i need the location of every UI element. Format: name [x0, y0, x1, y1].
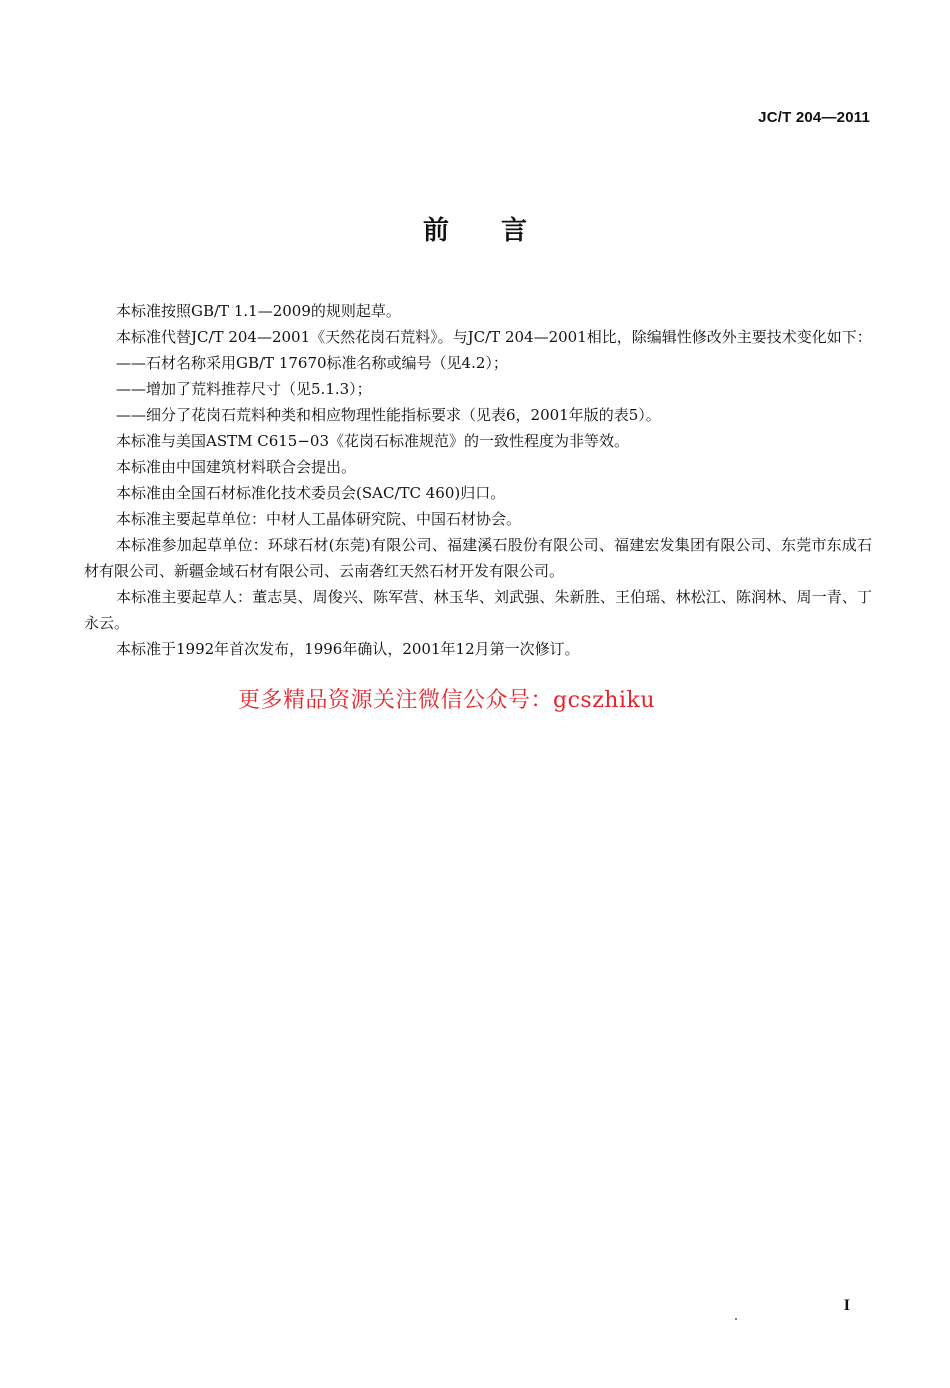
standard-code: JC/T 204—2011: [758, 109, 870, 126]
page-title: 前言: [422, 216, 579, 246]
list-item: ——石材名称采用GB/T 17670标准名称或编号（见4.2）；: [116, 354, 508, 372]
paragraph: 本标准代替JC/T 204—2001《天然花岗石荒料》。与JC/T 204—2001相比，除编辑性修改外主要技术变化如下：: [116, 328, 872, 346]
paragraph: 本标准按照GB/T 1.1—2009的规则起草。: [116, 302, 401, 320]
paragraph: 本标准主要起草人：董志昊、周俊兴、陈军营、林玉华、刘武强、朱新胜、王伯瑶、林松江、陈润林、周一青、丁永云。: [84, 588, 872, 632]
paragraph: 本标准于1992年首次发布，1996年确认，2001年12月第一次修订。: [116, 640, 580, 658]
page-number: I: [843, 1297, 850, 1314]
paragraph: 本标准与美国ASTM C615−03《花岗石标准规范》的一致性程度为非等效。: [116, 432, 630, 450]
paragraph: 本标准参加起草单位：环球石材(东莞)有限公司、福建溪石股份有限公司、福建宏发集团有限公司、东莞市东成石材有限公司、新疆金域石材有限公司、云南砻红天然石材开发有限公司。: [84, 536, 872, 580]
paragraph: 本标准主要起草单位：中材人工晶体研究院、中国石材协会。: [116, 510, 522, 528]
foreword-body: [84, 298, 872, 662]
list-item: ——细分了花岗石荒料种类和相应物理性能指标要求（见表6，2001年版的表5）。: [116, 406, 661, 424]
list-item: ——增加了荒料推荐尺寸（见5.1.3）；: [116, 380, 372, 398]
paragraph: 本标准由中国建筑材料联合会提出。: [116, 458, 357, 476]
paragraph: 本标准由全国石材标准化技术委员会(SAC/TC 460)归口。: [116, 484, 506, 502]
watermark-text: 更多精品资源关注微信公众号：gcszhiku: [238, 688, 655, 713]
scan-speck: [735, 1318, 737, 1320]
